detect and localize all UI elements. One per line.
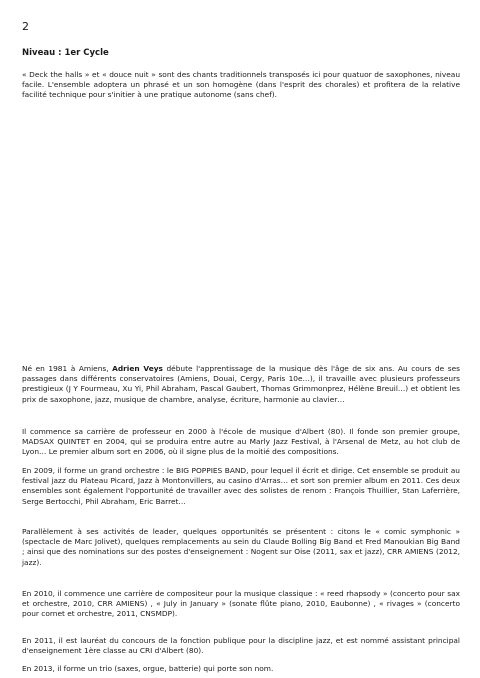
bio-paragraph-5: En 2010, il commence une carrière de compositeur pour la musique classique : « reed rhapsody » (concerto pour sax et orchestre, 2010, CRR AMIENS) , « July in January » (sonate flûte piano, 2010, Eaubonne) , « rivages » (concerto pour cornet et orchestre, 2011, CNSMDP). <box>22 589 460 619</box>
bio-paragraph-1 <box>22 364 460 405</box>
bio-paragraph-4: Parallèlement à ses activités de leader, quelques opportunités se présentent : citons le « comic symphonic » (spectacle de Marc Jolivet), quelques remplacements au sein du Claude Bolling Big Band et Fred Manoukian Big Band ; ainsi que des nominations sur des postes d'enseignement : Nogent sur Oise (2011, sax et jazz), CRR AMIENS (2012, jazz). <box>22 527 460 567</box>
composer-name: Adrien Veys <box>112 364 163 373</box>
bio-intro-text: Né en 1981 à Amiens, <box>22 364 113 373</box>
description-paragraph: « Deck the halls » et « douce nuit » sont des chants traditionnels transposés ici pour quatuor de saxophones, niveau facile. L'ensemble adoptera un phrasé et un son homogène (dans l'esprit des chorales) et profitera de la relative facilité technique pour s'initier à une pratique autonome (sans chef). <box>22 70 460 100</box>
level-heading: Niveau : 1er Cycle <box>22 48 109 58</box>
page-number: 2 <box>22 20 29 33</box>
bio-paragraph-6: En 2011, il est lauréat du concours de la fonction publique pour la discipline jazz, et est nommé assistant principal d'enseignement 1ère classe au CRI d'Albert (80). <box>22 636 460 656</box>
bio-paragraph-2: Il commence sa carrière de professeur en 2000 à l'école de musique d'Albert (80). Il fonde son premier groupe, MADSAX QUINTET en 2004, qui se produira entre autre au Marly Jazz Festival, à l'Arsenal de Metz, au hot club de Lyon… Le premier album sort en 2006, où il signe plus de la moitié des compositions. <box>22 427 460 457</box>
bio-paragraph-7: En 2013, il forme un trio (saxes, orgue, batterie) qui porte son nom. <box>22 664 274 673</box>
bio-intro-rest: débute l'apprentissage de la musique dès l'âge de six ans. Au cours de ses passages dans différents conservatoires (Amiens, Douai, Cergy, Paris 10e…), il travaille avec plusieurs professeurs prestigieux (J Y Fourmeau, Xu Yi, Phil Abraham, Pascal Gaubert, Thomas Grimmonprez, Hélène Breuil…) et obtient les prix de saxophone, jazz, musique de chambre, analyse, écriture, harmonie au clavier… <box>22 364 460 404</box>
bio-paragraph-3: En 2009, il forme un grand orchestre : le BIG POPPIES BAND, pour lequel il écrit et dirige. Cet ensemble se produit au festival jazz du Plateau Picard, Jazz à Montonvillers, au casino d'Arras… et sort son premier album en 2011. Ces deux ensembles sont également l'opportunité de travailler avec des solistes de renom : François Thuillier, Stan Laferrière, Serge Bertocchi, Phil Abraham, Eric Barret… <box>22 466 460 506</box>
